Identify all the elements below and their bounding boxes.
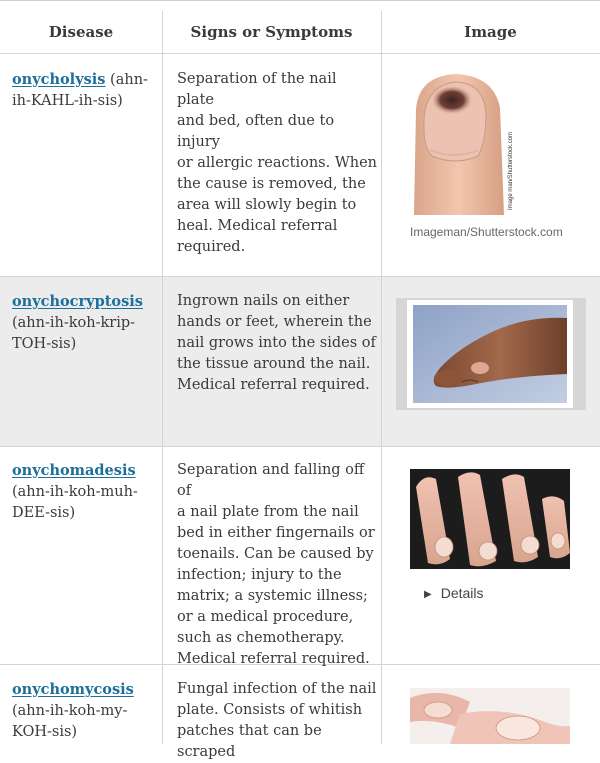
symptom-line: plate. Consists of whitish (177, 702, 363, 718)
column-divider-2 (381, 11, 382, 744)
symptom-line: such as chemotherapy. (177, 630, 345, 646)
header-image: Image (464, 23, 517, 41)
onycholysis-image (408, 70, 520, 215)
top-rule (0, 0, 600, 1)
term-link[interactable]: onycholysis (12, 71, 106, 88)
symptom-line: toenails. Can be caused by (177, 546, 374, 562)
term-link[interactable]: onychocryptosis (12, 293, 143, 310)
symptom-line: Separation of the nail plate (177, 71, 337, 108)
symptom-line: the cause is removed, the (177, 176, 366, 192)
symptom-line: and bed, often due to injury (177, 113, 335, 150)
row-divider-2 (0, 446, 600, 447)
symptom-line: infection; injury to the (177, 567, 342, 583)
pronunciation: DEE-sis) (12, 505, 76, 521)
row-divider-1 (0, 276, 600, 277)
symptom-line: area will slowly begin to (177, 197, 357, 213)
term-link[interactable]: onychomadesis (12, 462, 136, 479)
disease-cell (12, 460, 157, 524)
symptom-line: heal. Medical referral (177, 218, 338, 234)
pronunciation: KOH-sis) (12, 724, 78, 740)
symptom-line: or allergic reactions. When (177, 155, 377, 171)
onychocryptosis-image (396, 298, 586, 410)
symptom-line: Ingrown nails on either (177, 293, 350, 309)
term-link[interactable]: onychomycosis (12, 681, 134, 698)
pronunciation: (ahn-ih-koh-my- (12, 703, 128, 719)
symptom-line: Separation and falling off of (177, 462, 365, 499)
pronunciation: ih-KAHL-ih-sis) (12, 93, 123, 109)
pronunciation: TOH-sis) (12, 336, 77, 352)
caret-right-icon: ▶ (424, 589, 432, 600)
symptoms-cell (177, 679, 377, 763)
symptom-line: Fungal infection of the nail (177, 681, 377, 697)
symptom-line: a nail plate from the nail (177, 504, 359, 520)
header-symptoms: Signs or Symptoms (190, 23, 353, 41)
disease-cell (12, 69, 157, 112)
details-label: Details (440, 585, 484, 601)
details-toggle[interactable] (424, 585, 484, 601)
symptom-line: hands or feet, wherein the (177, 314, 372, 330)
onychomycosis-image (410, 688, 570, 744)
onychomadesis-image (410, 469, 570, 569)
symptom-line: the tissue around the nail. (177, 356, 371, 372)
symptoms-cell (177, 460, 377, 670)
symptom-line: Medical referral required. (177, 377, 370, 393)
symptom-line: patches that can be scraped (177, 723, 322, 760)
symptom-line: nail grows into the sides of (177, 335, 376, 351)
symptom-line: Medical referral required. (177, 651, 370, 667)
symptoms-cell (177, 291, 377, 396)
column-divider-1 (162, 11, 163, 744)
pronunciation: (ahn-ih-koh-krip- (12, 315, 136, 331)
image-credit: Imageman/Shutterstock.com (410, 225, 563, 239)
disease-cell (12, 679, 157, 743)
pronunciation: (ahn- (105, 72, 148, 88)
header-disease: Disease (48, 23, 114, 41)
disease-cell (12, 291, 157, 355)
symptom-line: bed in either fingernails or (177, 525, 375, 541)
symptom-line: matrix; a systemic illness; (177, 588, 368, 604)
image-watermark: Image man/Shutterstock.com (508, 131, 514, 210)
symptoms-cell (177, 69, 377, 258)
pronunciation: (ahn-ih-koh-muh- (12, 484, 138, 500)
header-divider (0, 53, 600, 54)
symptom-line: or a medical procedure, (177, 609, 354, 625)
symptom-line: required. (177, 239, 246, 255)
